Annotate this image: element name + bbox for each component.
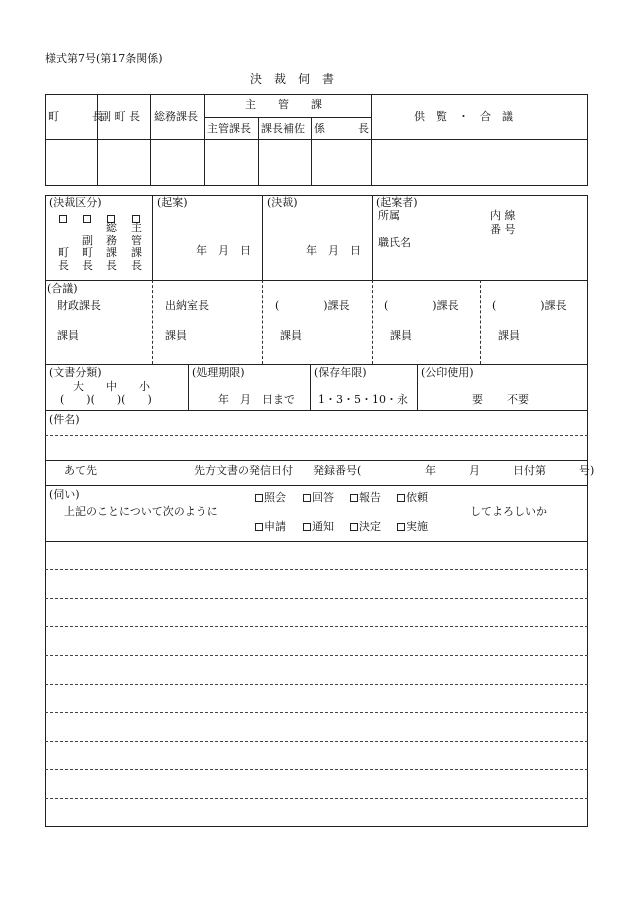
checkbox-icon[interactable]: [397, 494, 405, 502]
inquiry-opt-notify[interactable]: 通知: [303, 521, 334, 534]
consult-sub-5: 課員: [498, 329, 520, 342]
form-id: 様式第7号(第17条関係): [45, 52, 163, 65]
deadline-value: 年 月 日まで: [218, 393, 295, 406]
writing-line[interactable]: [45, 741, 588, 742]
doc-class-slots[interactable]: ( )( )( ): [60, 393, 152, 406]
seal-label: (公印使用): [421, 366, 474, 379]
staff-lead-label: 係 長: [314, 122, 369, 135]
writing-line[interactable]: [45, 712, 588, 713]
drafter-extension: 内 線: [490, 209, 516, 222]
decided-date: 年 月 日: [306, 244, 361, 257]
consultation-label: (合議): [47, 282, 78, 295]
retention-label: (保存年限): [314, 366, 367, 379]
checkbox-icon[interactable]: [303, 523, 311, 531]
inquiry-prefix: 上記のことについて次のように: [64, 505, 218, 518]
decided-label: (決裁): [267, 196, 298, 209]
subject-label: (件名): [49, 413, 80, 426]
inquiry-opt-apply[interactable]: 申請: [255, 521, 286, 534]
addressee-sender-date: 先方文書の発信日付: [194, 464, 293, 477]
consult-sub-treasury: 課員: [165, 329, 187, 342]
addressee-to: あて先: [64, 464, 97, 477]
drafted-label: (起案): [157, 196, 188, 209]
drafted-date: 年 月 日: [196, 244, 251, 257]
writing-line[interactable]: [45, 769, 588, 770]
checkbox-icon[interactable]: [255, 494, 263, 502]
checkbox-icon[interactable]: [397, 523, 405, 531]
writing-line[interactable]: [45, 798, 588, 799]
writing-line[interactable]: [45, 569, 588, 570]
assistant-chief-label: 課長補佐: [261, 122, 305, 135]
consult-sub-4: 課員: [390, 329, 412, 342]
retention-value[interactable]: 1・3・5・10・永: [318, 393, 408, 406]
inquiry-opt-report[interactable]: 報告: [350, 492, 381, 505]
writing-line[interactable]: [45, 626, 588, 627]
inquiry-opt-reply[interactable]: 回答: [303, 492, 334, 505]
drafter-label: (起案者): [376, 196, 418, 209]
checkbox-icon[interactable]: [255, 523, 263, 531]
seal-yes[interactable]: 要: [472, 393, 483, 406]
decision-category-label: (決裁区分): [49, 196, 102, 209]
responsible-dept-label: 主 管 課: [245, 98, 322, 111]
inspection-label: 供 覧 ・ 合 議: [414, 110, 513, 123]
deputy-mayor-label: 副 町 長: [100, 110, 140, 123]
inquiry-suffix: してよろしいか: [470, 505, 547, 518]
checkbox-icon[interactable]: [350, 523, 358, 531]
general-affairs-chief-label: 総務課長: [154, 110, 198, 123]
inquiry-opt-decide[interactable]: 決定: [350, 521, 381, 534]
checkbox-icon[interactable]: [303, 494, 311, 502]
inquiry-opt-execute[interactable]: 実施: [397, 521, 428, 534]
consult-head-5: ( )課長: [492, 299, 567, 312]
doc-class-levels: 大 中 小: [73, 380, 150, 393]
consult-sub-3: 課員: [280, 329, 302, 342]
writing-line[interactable]: [45, 684, 588, 685]
consult-sub-finance: 課員: [57, 329, 79, 342]
consult-head-finance: 財政課長: [57, 299, 101, 312]
inquiry-label: (伺い): [49, 488, 80, 501]
page-title: 決 裁 伺 書: [250, 72, 335, 86]
seal-no[interactable]: 不要: [507, 393, 529, 406]
consult-head-4: ( )課長: [384, 299, 459, 312]
doc-class-label: (文書分類): [49, 366, 102, 379]
drafter-dept: 所属: [378, 209, 400, 222]
drafter-number: 番 号: [490, 223, 516, 236]
addressee-reg-no: 発録番号(: [313, 464, 362, 477]
drafter-name: 職氏名: [378, 236, 411, 249]
checkbox-icon[interactable]: [350, 494, 358, 502]
writing-line[interactable]: [45, 655, 588, 656]
decision-category-options: 町 長 副 町 長 総 務 課 長 主 管 課 長: [58, 221, 142, 272]
town-mayor-label: 町 長: [48, 110, 103, 123]
deadline-label: (処理期限): [192, 366, 245, 379]
writing-line[interactable]: [45, 598, 588, 599]
consult-head-treasury: 出納室長: [165, 299, 209, 312]
inquiry-opt-inquire[interactable]: 照会: [255, 492, 286, 505]
inquiry-opt-request[interactable]: 依頼: [397, 492, 428, 505]
responsible-chief-label: 主管課長: [207, 122, 251, 135]
consult-head-3: ( )課長: [275, 299, 350, 312]
addressee-date-tail: 年 月 日付第 号): [425, 464, 595, 477]
